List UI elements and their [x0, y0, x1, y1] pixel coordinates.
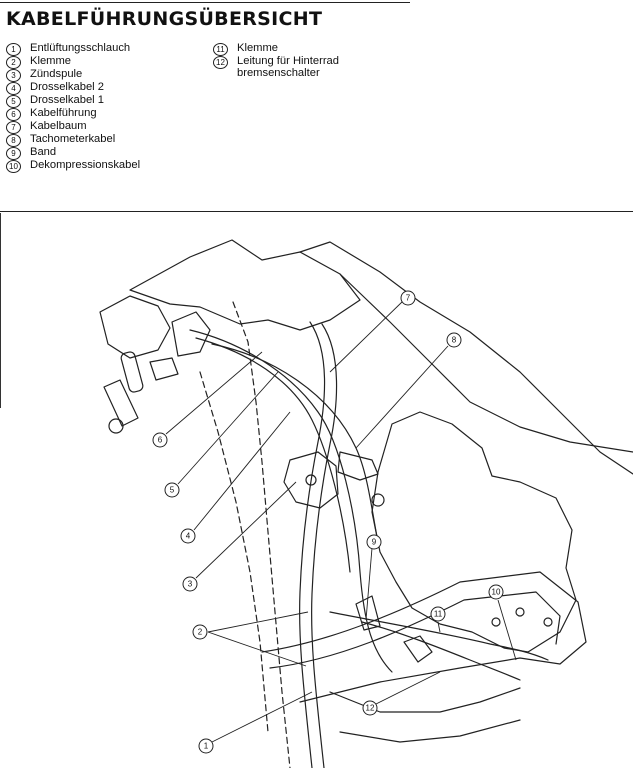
grip-fitting [150, 358, 178, 380]
legend-right [213, 43, 413, 80]
legend-label: Band [30, 146, 57, 158]
leader-line [498, 600, 516, 660]
legend-number: 12 [213, 56, 228, 69]
callout-number: 9 [371, 537, 377, 547]
callout-number: 2 [197, 627, 203, 637]
legend-number: 5 [6, 95, 21, 108]
callout-number: 1 [203, 741, 209, 751]
cable-routing-diagram [0, 212, 633, 768]
frame-outline [340, 274, 633, 452]
legend-label: Klemme [30, 55, 72, 67]
legend-number: 11 [213, 43, 228, 56]
callout-number: 11 [433, 609, 443, 619]
leader-line [194, 412, 290, 530]
leader-line [208, 632, 306, 666]
legend-number: 2 [6, 56, 21, 69]
frame-outline [233, 302, 290, 768]
legend-label: Tachometerkabel [30, 133, 116, 145]
legend-number: 3 [6, 69, 21, 82]
callout-number: 7 [405, 293, 411, 303]
callout-number: 10 [491, 587, 501, 597]
engine-outline [372, 412, 576, 652]
subframe [340, 720, 520, 742]
leader-line [356, 346, 448, 448]
callout-number: 6 [157, 435, 163, 445]
frame-outline [130, 240, 360, 330]
fastener [516, 608, 524, 616]
legend-label: Entlüftungsschlauch [30, 42, 131, 54]
page-title: KABELFÜHRUNGSÜBERSICHT [6, 8, 323, 30]
legend-number: 6 [6, 108, 21, 121]
legend-item [213, 56, 413, 80]
leader-line [196, 482, 296, 578]
grip-end [109, 419, 123, 433]
legend-label: Klemme [237, 42, 279, 54]
handlebar-clamp [100, 296, 170, 358]
callout-number: 12 [365, 703, 375, 713]
frame-outline [300, 242, 633, 474]
fastener [544, 618, 552, 626]
callout-number: 4 [185, 531, 191, 541]
legend-label: Leitung für Hinterrad bremsenschalter [237, 55, 339, 79]
throttle-cable [196, 338, 350, 572]
grip [104, 380, 138, 426]
legend-number: 1 [6, 43, 21, 56]
legend-label: Dekompressionskabel [30, 159, 141, 171]
legend-label: Kabelführung [30, 107, 97, 119]
leader-line [178, 372, 278, 484]
legend-item [6, 160, 206, 173]
legend-left [6, 43, 206, 173]
subframe [330, 688, 520, 712]
frame-tube [262, 572, 586, 702]
legend-number: 8 [6, 134, 21, 147]
leader-line [166, 352, 262, 434]
callout-number: 8 [451, 335, 457, 345]
legend-number: 4 [6, 82, 21, 95]
callout-number: 5 [169, 485, 175, 495]
legend-label: Kabelbaum [30, 120, 87, 132]
legend-label: Zündspule [30, 68, 83, 80]
legend-label: Drosselkabel 1 [30, 94, 104, 106]
legend-number: 9 [6, 147, 21, 160]
legend-number: 7 [6, 121, 21, 134]
legend-label: Drosselkabel 2 [30, 81, 104, 93]
leader-line [366, 548, 372, 620]
frame-outline [197, 372, 268, 732]
top-rule [0, 2, 410, 3]
callout-number: 3 [187, 579, 193, 589]
legend-number: 10 [6, 160, 21, 173]
leader-line [212, 692, 312, 742]
fastener [492, 618, 500, 626]
